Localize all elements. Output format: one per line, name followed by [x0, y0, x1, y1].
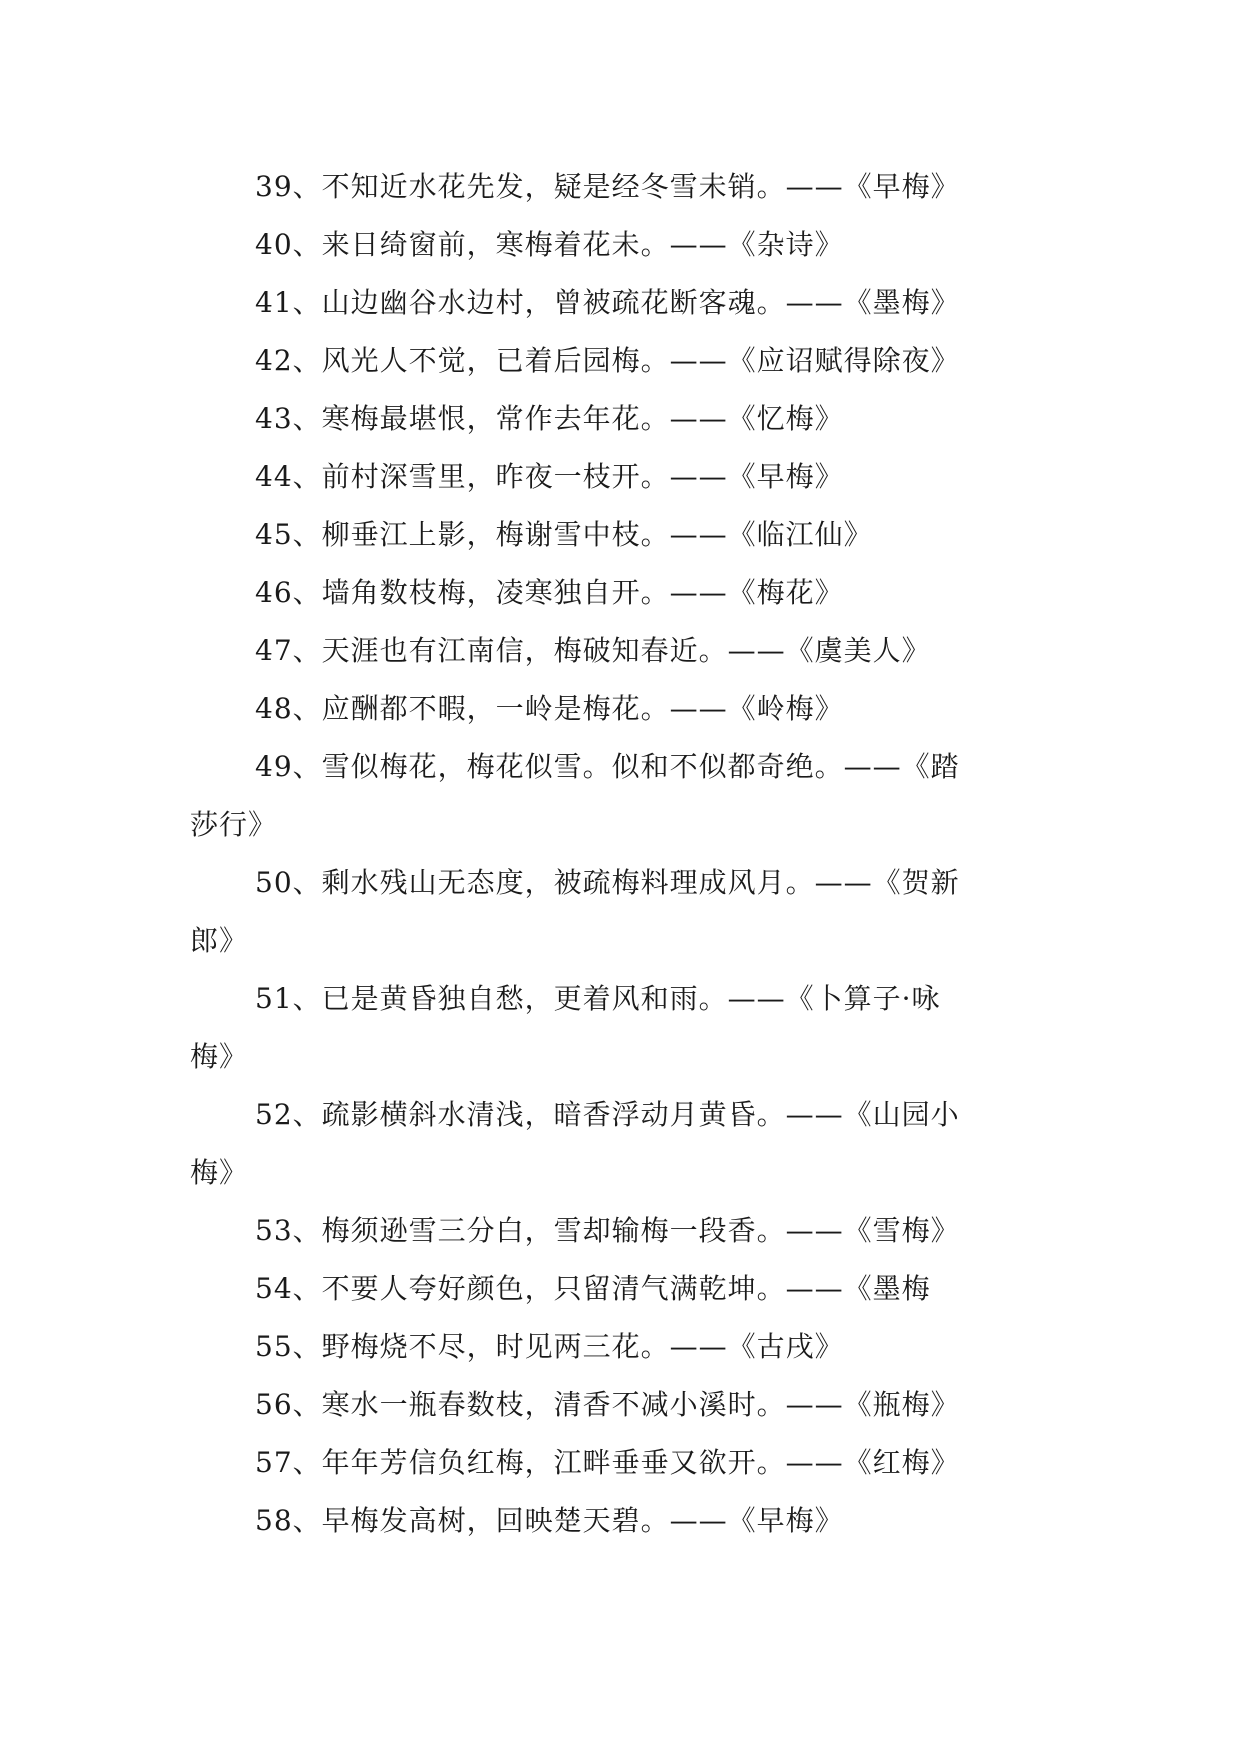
poem-line-continuation: 梅》 — [190, 1040, 249, 1073]
poem-list — [190, 158, 1070, 1550]
poem-line: 47、天涯也有江南信，梅破知春近。——《虞美人》 — [255, 634, 931, 667]
poem-line: 50、剩水残山无态度，被疏梅料理成风月。——《贺新 — [255, 866, 960, 899]
poem-line: 46、墙角数枝梅，凌寒独自开。——《梅花》 — [255, 576, 844, 609]
poem-line: 53、梅须逊雪三分白，雪却输梅一段香。——《雪梅》 — [255, 1214, 960, 1247]
poem-line: 51、已是黄昏独自愁，更着风和雨。——《卜算子·咏 — [255, 982, 941, 1015]
poem-line: 48、应酬都不暇，一岭是梅花。——《岭梅》 — [255, 692, 844, 725]
poem-line: 54、不要人夸好颜色，只留清气满乾坤。——《墨梅 — [255, 1272, 931, 1305]
poem-line: 49、雪似梅花，梅花似雪。似和不似都奇绝。——《踏 — [255, 750, 960, 783]
poem-line: 57、年年芳信负红梅，江畔垂垂又欲开。——《红梅》 — [255, 1446, 960, 1479]
poem-line-continuation: 莎行》 — [190, 808, 278, 841]
poem-line: 58、早梅发高树，回映楚天碧。——《早梅》 — [255, 1504, 844, 1537]
poem-line: 43、寒梅最堪恨，常作去年花。——《忆梅》 — [255, 402, 844, 435]
poem-line: 42、风光人不觉，已着后园梅。——《应诏赋得除夜》 — [255, 344, 960, 377]
poem-line-continuation: 梅》 — [190, 1156, 249, 1189]
poem-line: 40、来日绮窗前，寒梅着花未。——《杂诗》 — [255, 228, 844, 261]
poem-line: 52、疏影横斜水清浅，暗香浮动月黄昏。——《山园小 — [255, 1098, 960, 1131]
poem-line-continuation: 郎》 — [190, 924, 249, 957]
poem-line: 39、不知近水花先发，疑是经冬雪未销。——《早梅》 — [255, 170, 960, 203]
poem-line: 41、山边幽谷水边村，曾被疏花断客魂。——《墨梅》 — [255, 286, 960, 319]
poem-line: 44、前村深雪里，昨夜一枝开。——《早梅》 — [255, 460, 844, 493]
poem-line: 56、寒水一瓶春数枝，清香不减小溪时。——《瓶梅》 — [255, 1388, 960, 1421]
poem-line: 55、野梅烧不尽，时见两三花。——《古戌》 — [255, 1330, 844, 1363]
poem-line: 45、柳垂江上影，梅谢雪中枝。——《临江仙》 — [255, 518, 873, 551]
